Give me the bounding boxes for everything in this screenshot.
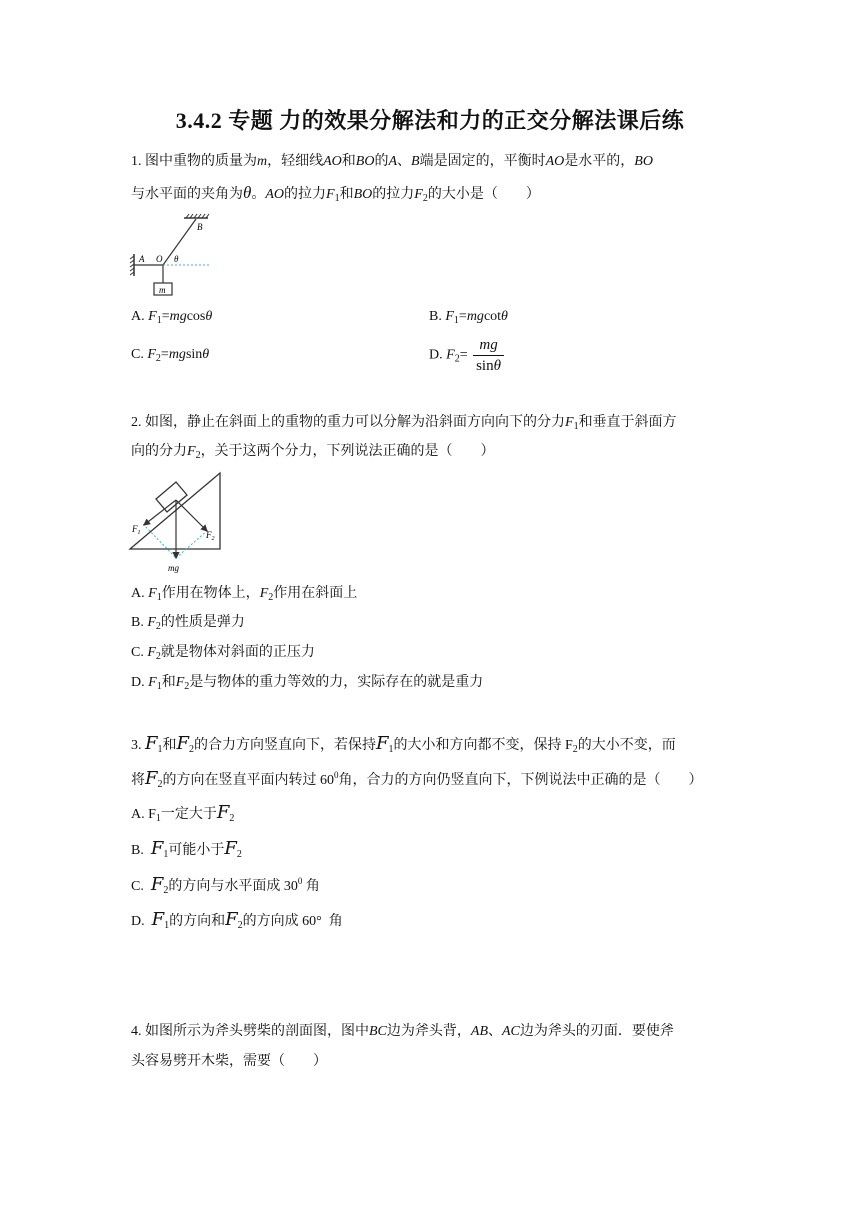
q2-stem-line1: 2. 如图，静止在斜面上的重物的重力可以分解为沿斜面方向向下的分力$F_1$和垂直于斜面方 xyxy=(131,415,677,432)
q4-stem-line2: 头容易劈开木柴，需要（ ） xyxy=(131,1054,327,1069)
q1-fig-label-m: m xyxy=(159,285,166,295)
q2-fig-label-F1: $F_1$ xyxy=(132,524,141,536)
q3-stem-line2: 将$F_2$的方向在竖直平面内转过 $60^0$角，合力的方向仍竖直向下，下例说法中正确的是（ ） xyxy=(131,768,703,790)
q3-option-c[interactable]: C. $F_2$的方向与水平面成 $30^0$ 角 xyxy=(131,874,320,896)
q2-fig-label-mg: mg xyxy=(168,563,179,573)
q2-option-c[interactable]: C. $F_2$就是物体对斜面的正压力 xyxy=(131,645,315,662)
q3-number: 3. xyxy=(131,738,142,753)
q1-option-b[interactable]: B. $F_1=mgcot\theta$ xyxy=(429,309,508,326)
q1-option-a[interactable]: A. $F_1=mgcos\theta$ xyxy=(131,309,213,326)
q1-fig-label-B: B xyxy=(197,222,203,232)
q4-number: 4. xyxy=(131,1024,142,1039)
q2-stem-line2: 向的分力$F_2$，关于这两个分力，下列说法正确的是（ ） xyxy=(131,444,495,461)
q1-number: 1. xyxy=(131,154,142,169)
q1-figure xyxy=(126,212,216,300)
q3-stem-line1: 3. $F_1$和$F_2$的合力方向竖直向下，若保持$F_1$的大小和方向都不变，保持 $F_2$的大小不变，而 xyxy=(131,733,676,755)
q2-fig-label-F2: $F_2$ xyxy=(206,530,215,542)
q1-fig-label-theta: θ xyxy=(174,254,179,264)
q2-option-b[interactable]: B. $F_2$的性质是弹力 xyxy=(131,615,245,632)
q1-stem-line2: 与水平面的夹角为θ。AO的拉力$F_1$和BO的拉力$F_2$的大小是（ ） xyxy=(131,183,540,204)
q1-fig-label-A: A xyxy=(139,254,145,264)
q2-option-d[interactable]: D. $F_1$和$F_2$是与物体的重力等效的力，实际存在的就是重力 xyxy=(131,675,484,692)
q1-stem-line1: 1. 图中重物的质量为m，轻细线AO和BO的A、B端是固定的，平衡时AO是水平的，BO xyxy=(131,154,653,169)
q1-option-d[interactable]: D. $F_2=$ $\frac{mg}{\sin\theta}$ xyxy=(429,335,504,376)
q2-figure xyxy=(128,470,224,576)
q2-option-a[interactable]: A. $F_1$作用在物体上，$F_2$作用在斜面上 xyxy=(131,586,358,603)
q1-option-c[interactable]: C. $F_2=mgsin\theta$ xyxy=(131,347,210,364)
page-title: 3.4.2 专题 力的效果分解法和力的正交分解法课后练 xyxy=(175,108,685,133)
q1-fig-label-O: O xyxy=(156,254,163,264)
q3-option-a[interactable]: A. $F_1$一定大于$F_2$ xyxy=(131,802,235,824)
q3-option-d[interactable]: D. $F_1$的方向和$F_2$的方向成 60° 角 xyxy=(131,909,343,931)
q4-stem-line1: 4. 如图所示为斧头劈柴的剖面图，图中BC边为斧头背，AB、AC边为斧头的刃面．要使斧 xyxy=(131,1024,674,1039)
q3-option-b[interactable]: B. $F_1$可能小于$F_2$ xyxy=(131,838,242,860)
q1-option-d-fraction: $\frac{mg}{\sin\theta}$ xyxy=(473,335,504,376)
q2-number: 2. xyxy=(131,415,142,430)
